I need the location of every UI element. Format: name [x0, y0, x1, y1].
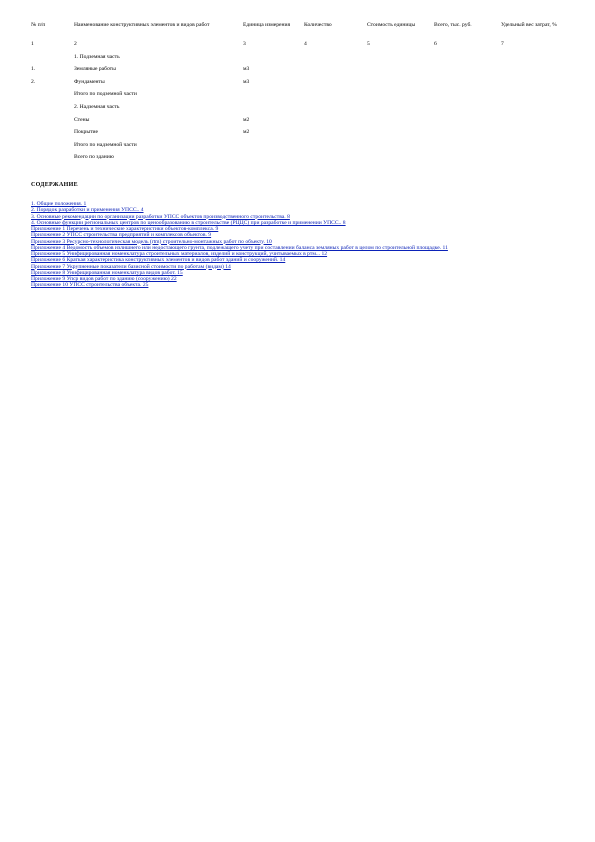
table-cell: Стены	[74, 116, 90, 123]
table-cell	[434, 129, 501, 142]
toc-link[interactable]: Приложение 8 Унифицированная номенклатура видов работ. 15	[31, 269, 183, 276]
toc-link[interactable]: Приложение 4 Ведомость объемов излишнего или недостающего грунта, подлежащего учету при составлении баланса земляных работ в целом по строительной площадке. 11	[31, 244, 448, 251]
table-row	[31, 117, 561, 130]
table-cell	[501, 117, 561, 130]
table-cell	[434, 79, 501, 92]
table-cell: 2.	[31, 78, 36, 85]
table-cell: м3	[243, 78, 250, 85]
table-cell	[304, 154, 367, 167]
table-row	[31, 129, 561, 142]
toc-link[interactable]: Приложение 2 УПСС строительства предприятий и комплексов объектов. 9	[31, 232, 212, 239]
table-cell	[501, 154, 561, 167]
table-cell	[243, 142, 304, 155]
toc-link[interactable]: Приложение 10 УПСС строительства объекта. 25	[31, 282, 149, 289]
table-cell	[501, 91, 561, 104]
table-cell	[367, 104, 434, 117]
table-cell	[367, 154, 434, 167]
toc-link[interactable]: Приложение 6 Краткая характеристика конструктивных элементов и видов работ зданий и сооружений. 14	[31, 257, 286, 264]
table-cell	[434, 104, 501, 117]
subtotal-cell: Итого по надземной части	[74, 141, 137, 148]
table-cell	[31, 54, 74, 67]
table-cell	[304, 104, 367, 117]
toc-link[interactable]: 1. Общие положения. 1	[31, 201, 87, 207]
header-element-name: Наименование конструктивных элементов и видов работ	[74, 22, 210, 28]
table-cell: 2	[74, 41, 77, 47]
table-row	[31, 79, 561, 92]
table-cell	[367, 54, 434, 67]
table-cell	[367, 142, 434, 155]
header-quantity: Количество	[304, 22, 332, 28]
table-row	[31, 41, 561, 54]
table-cell	[243, 154, 304, 167]
table-cell: 5	[367, 41, 370, 47]
toc-link[interactable]: 4. Основные функции региональных центров по ценообразованию в строительстве (РЦЦС) при разработке и применении УПСС.. 8	[31, 219, 346, 226]
table-cell	[31, 142, 74, 155]
header-share: Удельный вес затрат, %	[501, 22, 557, 28]
table-cell	[501, 79, 561, 92]
table-cell	[31, 154, 74, 167]
table-cell	[31, 129, 74, 142]
toc-item	[31, 282, 471, 288]
table-cell	[367, 66, 434, 79]
table-cell	[434, 142, 501, 155]
table-cell	[304, 117, 367, 130]
table-cell	[243, 104, 304, 117]
table-cell	[243, 91, 304, 104]
table-cell	[31, 104, 74, 117]
table-cell: м3	[243, 66, 250, 73]
table-cell	[31, 91, 74, 104]
table-cell	[367, 117, 434, 130]
toc-link[interactable]: Приложение 9 Упср видов работ по зданию (сооружению) 22	[31, 276, 177, 282]
table-cell	[434, 91, 501, 104]
table-cell: 4	[304, 41, 307, 47]
table-cell: 3	[243, 41, 246, 47]
header-number: № п/п	[31, 22, 46, 28]
table-cell: 1.	[31, 66, 36, 73]
table-cell: 7	[501, 41, 504, 47]
table-cell: 6	[434, 41, 437, 47]
header-unit: Единица измерения	[243, 22, 291, 28]
table-row	[31, 154, 561, 167]
toc-link[interactable]: 3. Основные рекомендации по организации разработки УПСС объектов производственного строительства. 8	[31, 213, 290, 220]
table-cell	[304, 142, 367, 155]
toc-link[interactable]: 2. Порядок разработки и применения УПСС.. 4	[31, 207, 144, 214]
table-cell	[31, 117, 74, 130]
toc-title: СОДЕРЖАНИЕ	[31, 182, 78, 188]
cost-estimate-table	[31, 22, 561, 167]
table-cell	[501, 104, 561, 117]
table-cell	[304, 66, 367, 79]
table-cell	[434, 117, 501, 130]
table-cell	[434, 154, 501, 167]
table-cell: Покрытие	[74, 129, 99, 136]
table-cell	[367, 129, 434, 142]
table-cell	[304, 91, 367, 104]
section-heading-cell: 2. Надземная часть	[74, 103, 120, 110]
toc-link[interactable]: Приложение 1 Перечень и технические характеристики объектов-комплекса. 9	[31, 226, 219, 232]
table-cell	[501, 129, 561, 142]
table-cell	[434, 66, 501, 79]
toc-link[interactable]: Приложение 5 Унифицированная номенклатура строительных материалов, изделий и конструкций, учитываемых в ртм... 12	[31, 251, 328, 257]
table-cell	[304, 79, 367, 92]
table-header-row	[31, 22, 561, 41]
table-of-contents	[31, 201, 471, 289]
table-cell	[304, 54, 367, 67]
toc-link[interactable]: Приложение 3 Ресурсно-технологическая модель (rtm) строительно-монтажных работ по объекту. 10	[31, 238, 272, 245]
table-cell: Фундаменты	[74, 78, 105, 85]
table-cell	[304, 129, 367, 142]
table-cell	[367, 79, 434, 92]
table-cell: м2	[243, 116, 250, 123]
table-cell: м2	[243, 129, 250, 136]
subtotal-cell: Итого по подземной части	[74, 91, 137, 98]
table-cell	[501, 66, 561, 79]
table-cell	[243, 54, 304, 67]
table-cell: Земляные работы	[74, 66, 116, 73]
table-row	[31, 54, 561, 67]
table-cell	[501, 54, 561, 67]
table-row	[31, 66, 561, 79]
table-row	[31, 91, 561, 104]
header-unit-cost: Стоимость единицы	[367, 22, 416, 28]
grand-total-cell: Всего по зданию	[74, 154, 114, 161]
table-row	[31, 142, 561, 155]
toc-link[interactable]: Приложение 7 Укрупненные показатели базисной стоимости по работам (видам) 14	[31, 263, 231, 270]
header-total: Всего, тыс. руб.	[434, 22, 472, 28]
table-cell	[434, 54, 501, 67]
table-cell: 1	[31, 41, 34, 47]
table-cell	[367, 91, 434, 104]
section-heading-cell: 1. Подземная часть	[74, 53, 120, 60]
table-cell	[501, 142, 561, 155]
table-row	[31, 104, 561, 117]
